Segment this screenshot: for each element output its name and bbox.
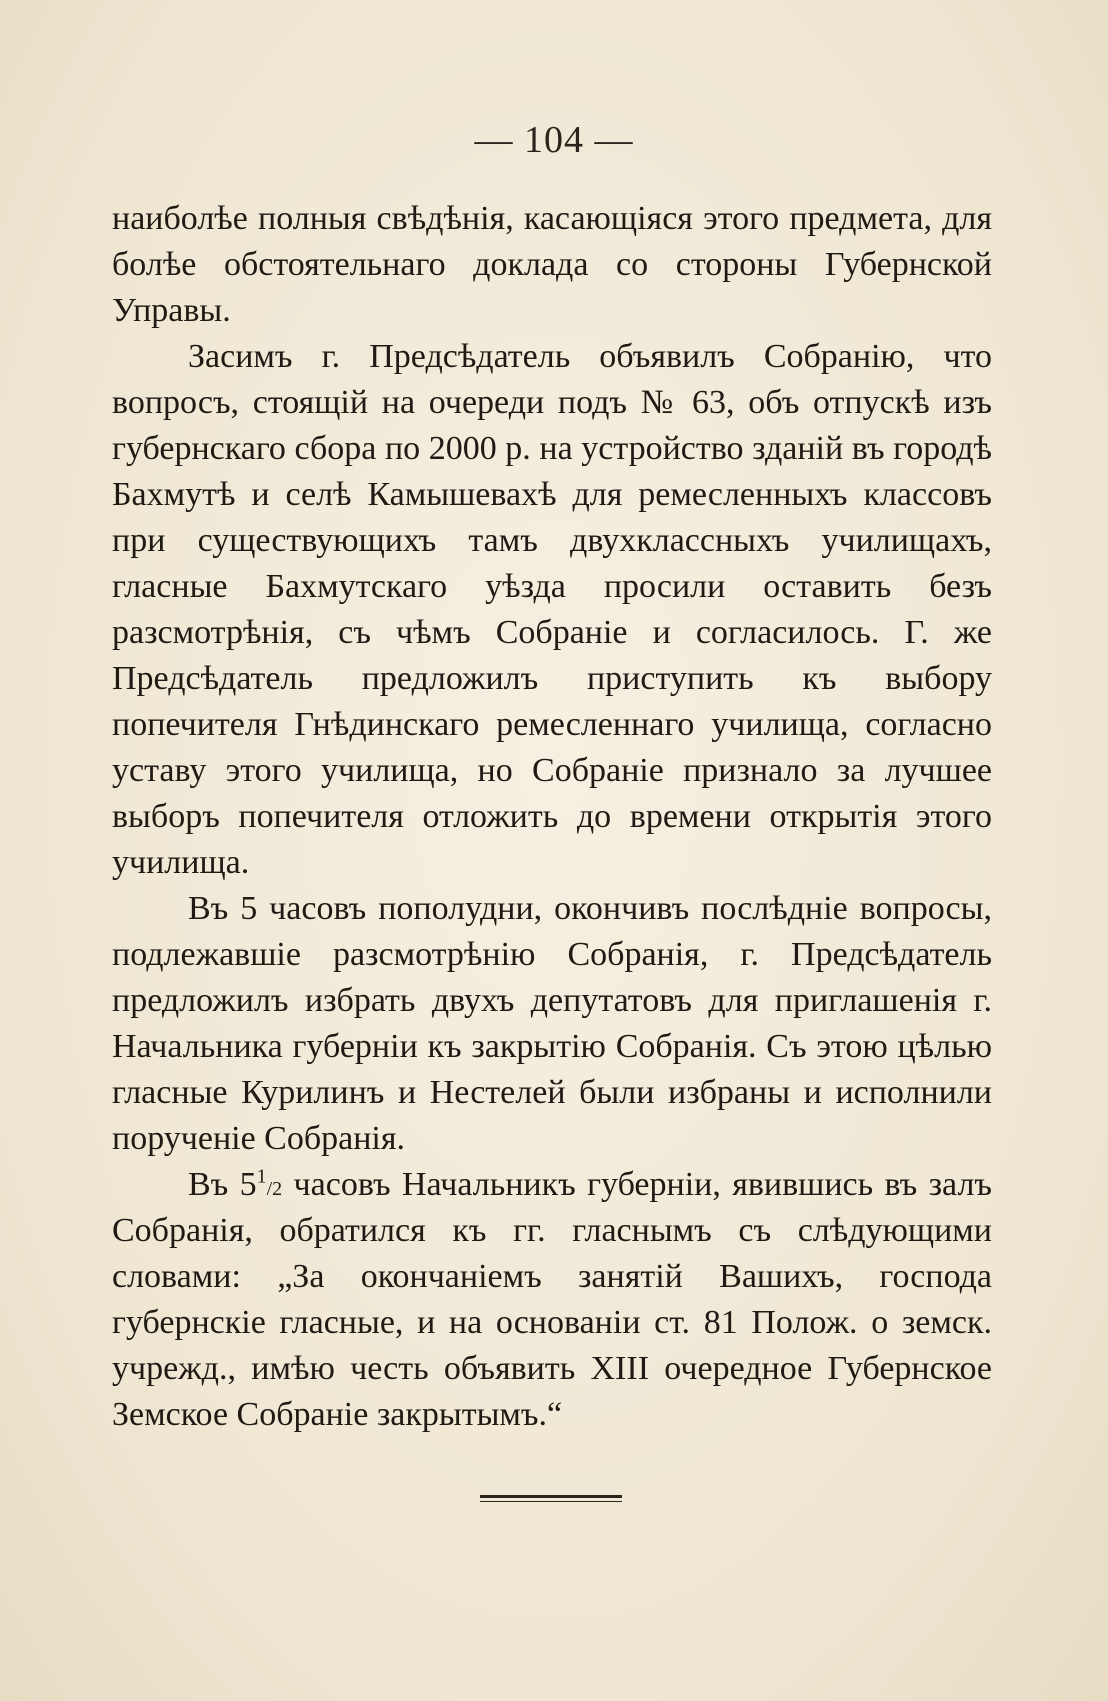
fraction-denominator: /2 — [266, 1178, 283, 1200]
page-number: — 104 — — [474, 119, 634, 161]
paragraph-deputies-election: Въ 5 часовъ пополудни, окончивъ послѣдніе вопросы, подлежавшіе разсмотрѣнію Собранія, г. Предсѣдатель предложилъ избрать двухъ депутатовъ для приглашенія г. Начальника губерніи къ закрытію Собранія. Съ этою цѣлью гласные Курилинъ и Нестелей были избраны и исполнили порученіе Собранія. — [112, 890, 992, 1157]
closing-text-rest: часовъ Начальникъ губерніи, явившись въ залъ Собранія, обратился къ гг. гласнымъ съ слѣдующими словами: „За окончаніемъ занятій Вашихъ, господа губернскіе гласные, и на основаніи ст. 81 Полож. о земск. учрежд., имѣю честь объявить XIII очередное Губернское Земское Собраніе закрытымъ.“ — [112, 1166, 992, 1433]
body-text — [112, 196, 992, 1438]
end-rule-divider — [480, 1495, 622, 1498]
paragraph-chairman-announcement: Засимъ г. Предсѣдатель объявилъ Собранію, что вопросъ, стоящій на очереди подъ № 63, объ отпускѣ изъ губернскаго сбора по 2000 р. на устройство зданій въ городѣ Бахмутѣ и селѣ Камышевахѣ для ремесленныхъ классовъ при существующихъ тамъ двухклассныхъ училищахъ, гласные Бахмутскаго уѣзда просили оставить безъ разсмотрѣнія, съ чѣмъ Собраніе и согласилось. Г. же Предсѣдатель предложилъ приступить къ выбору попечителя Гнѣдинскаго ремесленнаго училища, согласно уставу этого училища, но Собраніе признало за лучшее выборъ попечителя отложить до времени открытія этого училища. — [112, 338, 992, 881]
fraction-numerator: 1 — [256, 1165, 267, 1188]
paragraph-continuation: наиболѣе полныя свѣдѣнія, касающіяся этого предмета, для болѣе обстоятельнаго доклада со стороны Губернской Управы. — [112, 200, 992, 329]
paragraph-closing-speech — [112, 1162, 992, 1438]
closing-text-start: Въ 5 — [188, 1166, 257, 1203]
